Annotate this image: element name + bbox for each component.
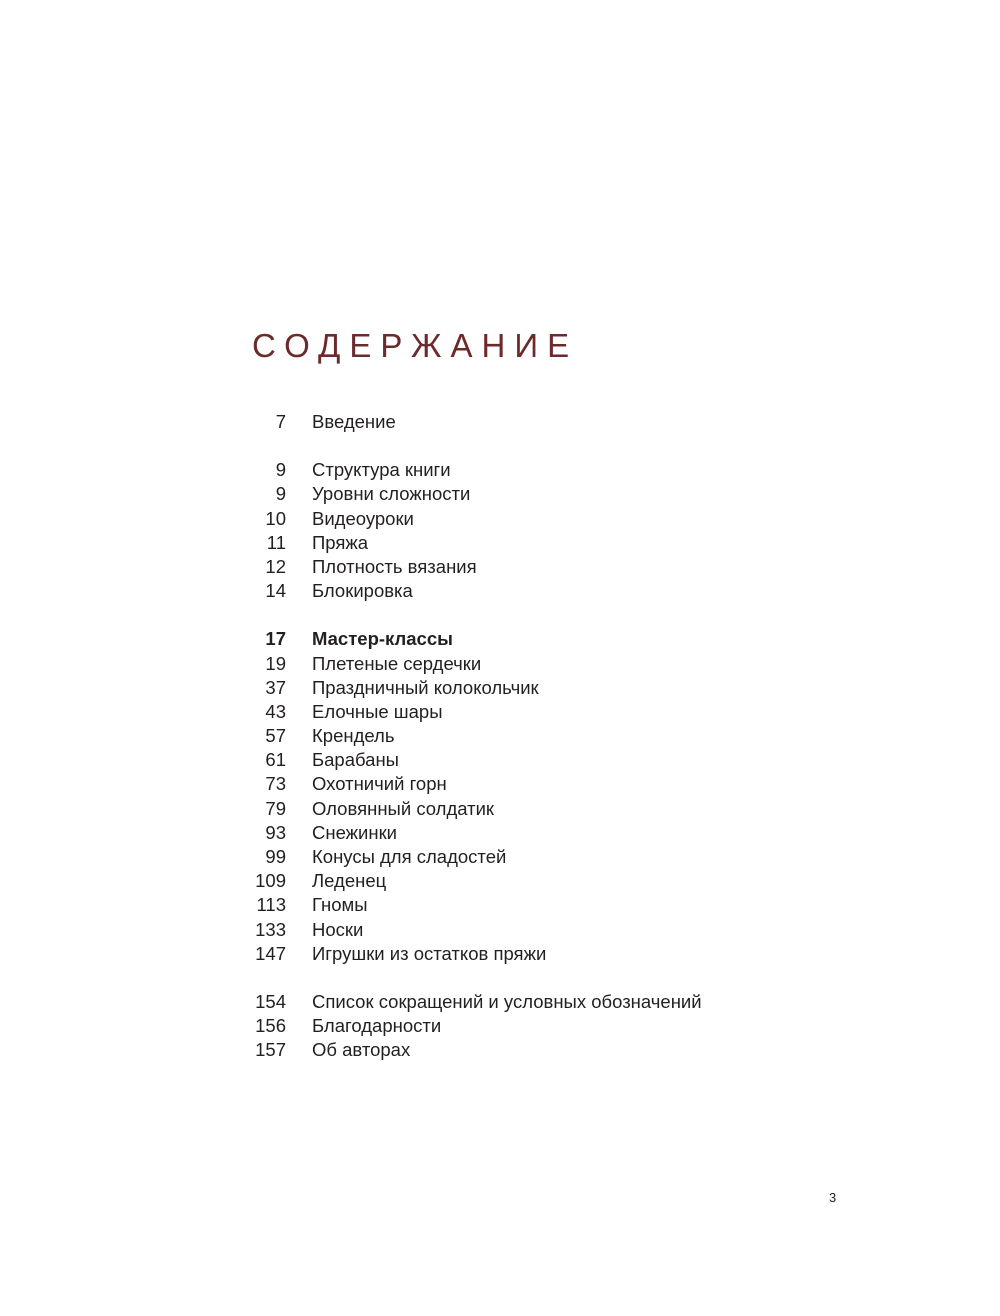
toc-entry-page-number: 17 xyxy=(265,628,286,650)
toc-entry-page-number: 12 xyxy=(265,555,286,577)
toc-entry-page-number: 156 xyxy=(255,1015,286,1037)
toc-entry-title: Блокировка xyxy=(312,580,413,602)
toc-entry-page-number: 57 xyxy=(265,725,286,747)
toc-entry xyxy=(250,893,810,917)
toc-entry xyxy=(250,531,810,555)
toc-entry-title: Плетеные сердечки xyxy=(312,652,482,674)
toc-entry-page-number: 79 xyxy=(265,797,286,819)
toc-entry xyxy=(250,652,810,676)
toc-entry xyxy=(250,627,810,651)
toc-entry xyxy=(250,724,810,748)
toc-entry-title: Мастер-классы xyxy=(312,628,453,650)
toc-entry-title: Список сокращений и условных обозначений xyxy=(312,990,702,1012)
toc-entry-page-number: 109 xyxy=(255,870,286,892)
toc-group xyxy=(250,458,810,603)
toc-entry-page-number: 147 xyxy=(255,942,286,964)
toc-entry xyxy=(250,700,810,724)
toc-entry xyxy=(250,821,810,845)
toc-entry-page-number: 37 xyxy=(265,676,286,698)
toc-entry-page-number: 7 xyxy=(275,411,286,432)
toc-entry-title: Пряжа xyxy=(312,531,369,553)
toc-group xyxy=(250,410,810,434)
toc-entry-title: Охотничий горн xyxy=(312,773,447,795)
toc-entry xyxy=(250,1014,810,1038)
toc-entry-title: Барабаны xyxy=(312,749,399,771)
toc-entry xyxy=(250,797,810,821)
toc-entry-page-number: 113 xyxy=(256,894,286,916)
toc-entry-title: Уровни сложности xyxy=(312,483,471,505)
toc-entry xyxy=(250,482,810,506)
toc-entry-title: Праздничный колокольчик xyxy=(312,676,539,698)
toc-entry-title: Структура книги xyxy=(312,459,451,481)
toc-entry xyxy=(250,869,810,893)
page-title: СОДЕРЖАНИЕ xyxy=(252,327,579,364)
toc-entry xyxy=(250,507,810,531)
toc-entry-title: Гномы xyxy=(312,894,368,916)
toc-entry-title: Благодарности xyxy=(312,1015,442,1037)
toc-entry-title: Видеоуроки xyxy=(312,507,414,529)
toc-entry-page-number: 157 xyxy=(255,1039,286,1061)
toc-entry-title: Елочные шары xyxy=(312,700,443,722)
toc-entry xyxy=(250,1038,810,1062)
toc-entry-title: Носки xyxy=(312,918,364,940)
toc-entry xyxy=(250,845,810,869)
toc-entry-title: Конусы для сладостей xyxy=(312,846,507,867)
page-number: 3 xyxy=(829,1190,837,1205)
toc-entry-page-number: 19 xyxy=(265,652,286,674)
toc-entry-page-number: 14 xyxy=(265,580,286,602)
toc-entry xyxy=(250,410,810,434)
toc-entry-page-number: 93 xyxy=(265,821,286,843)
toc-entry-page-number: 61 xyxy=(265,749,286,771)
toc-entry-page-number: 9 xyxy=(275,459,286,481)
toc-entry xyxy=(250,555,810,579)
toc-entry xyxy=(250,579,810,603)
toc-entry-title: Крендель xyxy=(312,725,395,747)
toc-entry xyxy=(250,918,810,942)
toc-entry-title: Снежинки xyxy=(312,821,398,843)
toc-entry-title: Плотность вязания xyxy=(312,555,477,577)
toc-entry-page-number: 11 xyxy=(266,531,286,553)
toc-entry-title: Леденец xyxy=(312,870,387,892)
toc-entry xyxy=(250,990,810,1014)
table-of-contents xyxy=(250,410,810,1087)
toc-entry xyxy=(250,458,810,482)
toc-entry-page-number: 9 xyxy=(275,483,286,505)
toc-entry-page-number: 43 xyxy=(265,700,286,722)
toc-group xyxy=(250,990,810,1063)
toc-entry-title: Об авторах xyxy=(312,1039,411,1061)
toc-entry-page-number: 154 xyxy=(255,990,286,1012)
toc-entry xyxy=(250,942,810,966)
toc-entry-page-number: 99 xyxy=(265,846,286,867)
toc-entry xyxy=(250,772,810,796)
toc-entry-page-number: 73 xyxy=(265,773,286,795)
toc-entry-title: Оловянный солдатик xyxy=(312,797,495,819)
toc-entry-page-number: 10 xyxy=(265,507,286,529)
toc-entry-page-number: 133 xyxy=(255,918,286,940)
toc-entry xyxy=(250,676,810,700)
toc-entry-title: Игрушки из остатков пряжи xyxy=(312,942,547,964)
toc-entry-title: Введение xyxy=(312,411,396,432)
toc-group xyxy=(250,627,810,966)
toc-entry xyxy=(250,748,810,772)
